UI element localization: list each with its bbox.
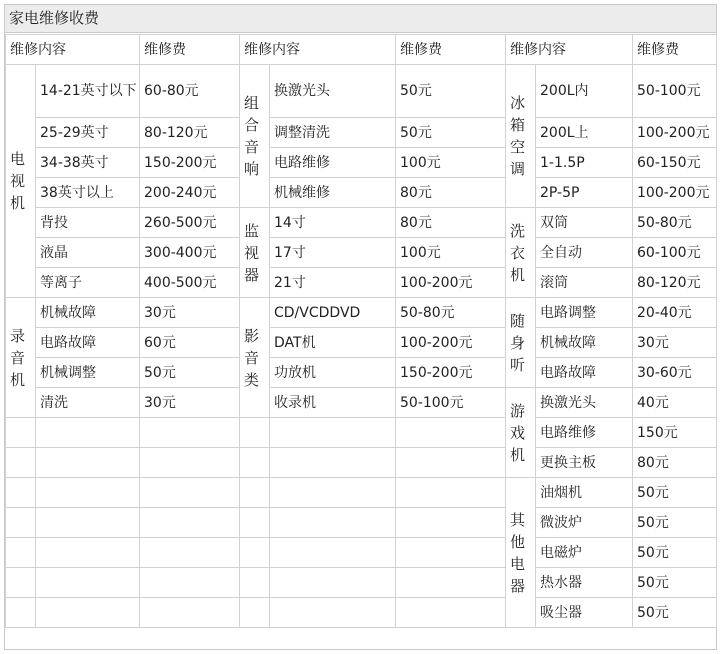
table-row — [6, 448, 717, 478]
header-fee-2: 维修费 — [396, 35, 506, 65]
fee-cell: 80-120元 — [633, 268, 717, 298]
table-row — [6, 268, 717, 298]
item-cell: 电路维修 — [270, 148, 396, 178]
empty-cell — [240, 478, 270, 508]
group-label-fridge: 冰箱空调 — [506, 65, 536, 208]
empty-cell — [140, 598, 240, 628]
item-cell: 油烟机 — [536, 478, 633, 508]
empty-cell — [36, 538, 140, 568]
item-cell: 滚筒 — [536, 268, 633, 298]
fee-cell: 30元 — [140, 388, 240, 418]
item-cell: 换激光头 — [270, 65, 396, 118]
fee-cell: 50-100元 — [633, 65, 717, 118]
table-row — [6, 358, 717, 388]
empty-cell — [140, 508, 240, 538]
fee-cell: 150元 — [633, 418, 717, 448]
empty-cell — [6, 478, 36, 508]
empty-cell — [396, 538, 506, 568]
group-label-recorder: 录音机 — [6, 298, 36, 418]
table-row — [6, 568, 717, 598]
fee-cell: 100-200元 — [396, 328, 506, 358]
fee-cell: 50-80元 — [396, 298, 506, 328]
empty-cell — [6, 508, 36, 538]
empty-cell — [396, 598, 506, 628]
empty-cell — [396, 568, 506, 598]
item-cell: CD/VCDDVD — [270, 298, 396, 328]
item-cell: DAT机 — [270, 328, 396, 358]
item-cell: 机械故障 — [36, 298, 140, 328]
fee-cell: 50元 — [396, 118, 506, 148]
table-row — [6, 538, 717, 568]
item-cell: 收录机 — [270, 388, 396, 418]
table-row — [6, 598, 717, 628]
empty-cell — [240, 448, 270, 478]
fee-cell: 50元 — [633, 508, 717, 538]
item-cell: 21寸 — [270, 268, 396, 298]
empty-cell — [270, 598, 396, 628]
item-cell: 2P-5P — [536, 178, 633, 208]
fee-cell: 60-150元 — [633, 148, 717, 178]
fee-cell: 260-500元 — [140, 208, 240, 238]
fee-cell: 30元 — [633, 328, 717, 358]
empty-cell — [140, 568, 240, 598]
fee-cell: 50-80元 — [633, 208, 717, 238]
item-cell: 1-1.5P — [536, 148, 633, 178]
item-cell: 双筒 — [536, 208, 633, 238]
empty-cell — [36, 478, 140, 508]
table-row — [6, 478, 717, 508]
table-row — [6, 238, 717, 268]
fee-cell: 100元 — [396, 238, 506, 268]
item-cell: 机械维修 — [270, 178, 396, 208]
empty-cell — [240, 568, 270, 598]
item-cell: 机械故障 — [536, 328, 633, 358]
header-content-3: 维修内容 — [506, 35, 633, 65]
fee-cell: 30-60元 — [633, 358, 717, 388]
item-cell: 17寸 — [270, 238, 396, 268]
page-title: 家电维修收费 — [5, 5, 716, 33]
header-fee-1: 维修费 — [140, 35, 240, 65]
group-label-monitor: 监视器 — [240, 208, 270, 298]
empty-cell — [140, 538, 240, 568]
empty-cell — [140, 478, 240, 508]
fee-cell: 400-500元 — [140, 268, 240, 298]
table-row — [6, 178, 717, 208]
empty-cell — [36, 568, 140, 598]
item-cell: 电磁炉 — [536, 538, 633, 568]
empty-cell — [270, 508, 396, 538]
empty-cell — [396, 508, 506, 538]
fee-cell: 200-240元 — [140, 178, 240, 208]
fee-cell: 80元 — [396, 178, 506, 208]
table-header-row — [6, 35, 717, 65]
empty-cell — [140, 448, 240, 478]
empty-cell — [270, 418, 396, 448]
empty-cell — [6, 538, 36, 568]
item-cell: 调整清洗 — [270, 118, 396, 148]
fee-cell: 80-120元 — [140, 118, 240, 148]
fee-cell: 80元 — [633, 448, 717, 478]
fee-cell: 50元 — [633, 598, 717, 628]
empty-cell — [270, 448, 396, 478]
empty-cell — [6, 448, 36, 478]
fee-cell: 60-80元 — [140, 65, 240, 118]
header-fee-3: 维修费 — [633, 35, 717, 65]
empty-cell — [270, 478, 396, 508]
table-row — [6, 328, 717, 358]
repair-fee-table — [5, 34, 717, 628]
item-cell: 全自动 — [536, 238, 633, 268]
item-cell: 吸尘器 — [536, 598, 633, 628]
fee-cell: 100-200元 — [633, 178, 717, 208]
empty-cell — [396, 448, 506, 478]
empty-cell — [240, 508, 270, 538]
fee-cell: 20-40元 — [633, 298, 717, 328]
empty-cell — [270, 568, 396, 598]
empty-cell — [36, 598, 140, 628]
group-label-other: 其他电器 — [506, 478, 536, 628]
fee-cell: 50元 — [633, 478, 717, 508]
empty-cell — [6, 598, 36, 628]
item-cell: 功放机 — [270, 358, 396, 388]
item-cell: 38英寸以上 — [36, 178, 140, 208]
item-cell: 电路故障 — [536, 358, 633, 388]
fee-cell: 50元 — [633, 568, 717, 598]
group-label-av: 影音类 — [240, 298, 270, 418]
empty-cell — [240, 538, 270, 568]
empty-cell — [36, 508, 140, 538]
fee-cell: 150-200元 — [396, 358, 506, 388]
fee-cell: 150-200元 — [140, 148, 240, 178]
group-label-walkman: 随身听 — [506, 298, 536, 388]
item-cell: 200L内 — [536, 65, 633, 118]
item-cell: 液晶 — [36, 238, 140, 268]
item-cell: 等离子 — [36, 268, 140, 298]
item-cell: 14-21英寸以下 — [36, 65, 140, 118]
fee-cell: 30元 — [140, 298, 240, 328]
fee-cell: 60元 — [140, 328, 240, 358]
table-row — [6, 65, 717, 118]
table-row — [6, 118, 717, 148]
item-cell: 200L上 — [536, 118, 633, 148]
item-cell: 背投 — [36, 208, 140, 238]
empty-cell — [36, 418, 140, 448]
item-cell: 34-38英寸 — [36, 148, 140, 178]
fee-cell: 100元 — [396, 148, 506, 178]
item-cell: 换激光头 — [536, 388, 633, 418]
empty-cell — [140, 418, 240, 448]
table-row — [6, 418, 717, 448]
group-label-washer: 洗衣机 — [506, 208, 536, 298]
fee-cell: 40元 — [633, 388, 717, 418]
empty-cell — [240, 598, 270, 628]
table-row — [6, 388, 717, 418]
table-row — [6, 508, 717, 538]
table-row — [6, 148, 717, 178]
item-cell: 机械调整 — [36, 358, 140, 388]
item-cell: 热水器 — [536, 568, 633, 598]
group-label-audio: 组合音响 — [240, 65, 270, 208]
empty-cell — [240, 418, 270, 448]
header-content-2: 维修内容 — [240, 35, 396, 65]
empty-cell — [6, 568, 36, 598]
fee-cell: 50元 — [396, 65, 506, 118]
fee-cell: 50元 — [633, 538, 717, 568]
fee-cell: 80元 — [396, 208, 506, 238]
header-content-1: 维修内容 — [6, 35, 140, 65]
item-cell: 14寸 — [270, 208, 396, 238]
fee-cell: 60-100元 — [633, 238, 717, 268]
group-label-game: 游戏机 — [506, 388, 536, 478]
fee-cell: 50-100元 — [396, 388, 506, 418]
empty-cell — [270, 538, 396, 568]
group-label-tv: 电视机 — [6, 65, 36, 298]
fee-cell: 100-200元 — [633, 118, 717, 148]
item-cell: 更换主板 — [536, 448, 633, 478]
fee-cell: 50元 — [140, 358, 240, 388]
table-row — [6, 298, 717, 328]
item-cell: 电路故障 — [36, 328, 140, 358]
item-cell: 电路调整 — [536, 298, 633, 328]
fee-cell: 300-400元 — [140, 238, 240, 268]
item-cell: 25-29英寸 — [36, 118, 140, 148]
empty-cell — [396, 478, 506, 508]
item-cell: 微波炉 — [536, 508, 633, 538]
fee-cell: 100-200元 — [396, 268, 506, 298]
table-row — [6, 208, 717, 238]
empty-cell — [6, 418, 36, 448]
item-cell: 清洗 — [36, 388, 140, 418]
empty-cell — [396, 418, 506, 448]
item-cell: 电路维修 — [536, 418, 633, 448]
empty-cell — [36, 448, 140, 478]
